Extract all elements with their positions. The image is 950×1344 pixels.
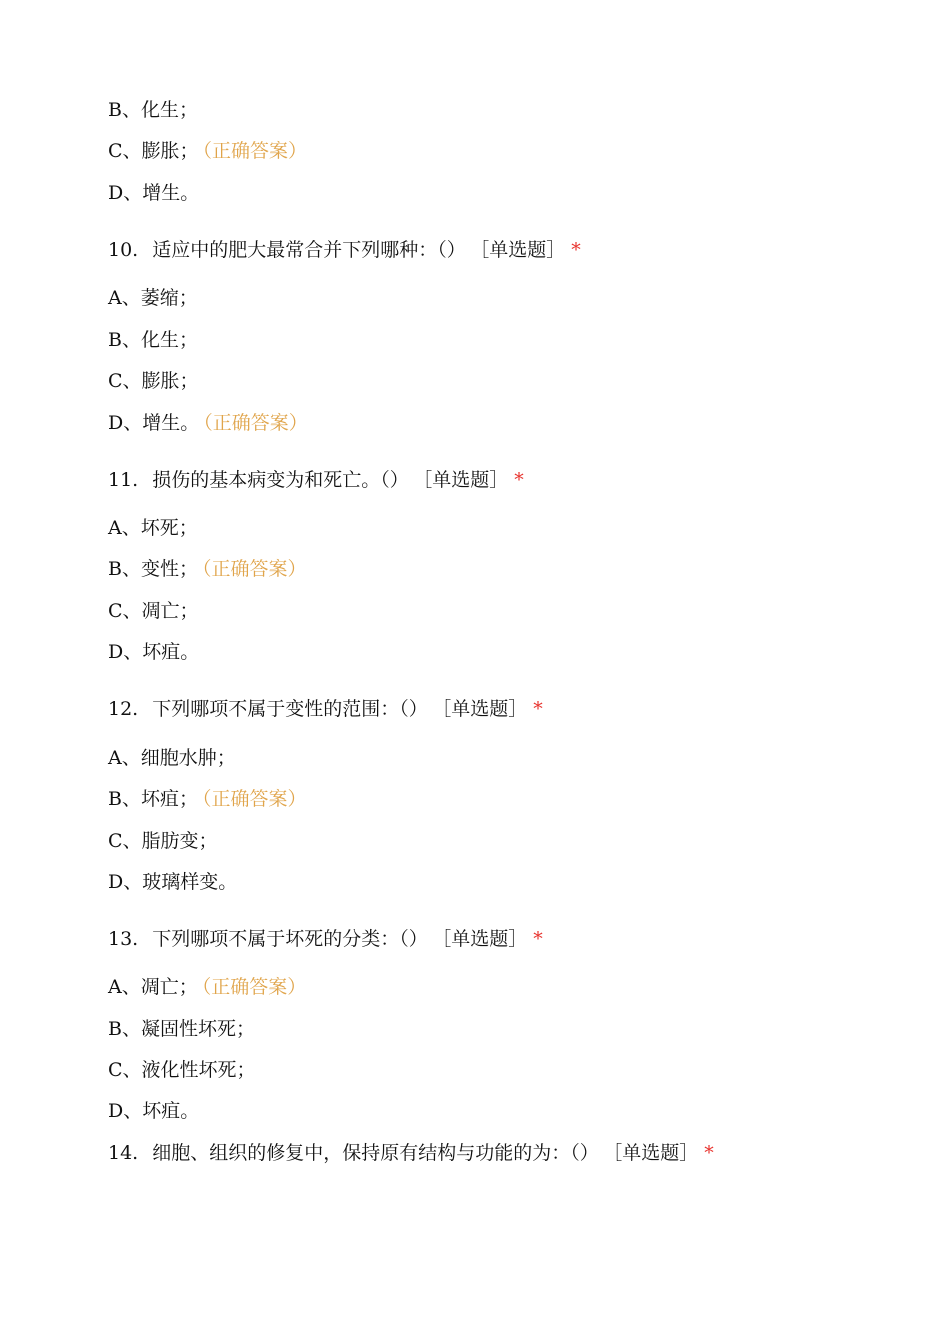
question-text: 下列哪项不属于变性的范围：（） [152,698,428,720]
question-text: 细胞、组织的修复中，保持原有结构与功能的为：（） [152,1142,599,1164]
question-type: ［单选题］ [441,928,528,950]
option-text: A、萎缩； [108,287,198,309]
correct-answer-label: （正确答案） [203,412,308,434]
question-stem [108,1141,714,1165]
option-line [108,787,306,811]
option-line [108,98,198,122]
option-line [108,1017,255,1041]
option-text: C、脂肪变； [108,830,218,852]
option-line [108,411,308,435]
option-text: D、增生。 [108,412,200,434]
question-stem [108,468,524,492]
option-text: A、细胞水肿； [108,747,236,769]
question-stem [108,697,543,721]
option-line [108,599,199,623]
question-number: 13. [108,928,139,950]
option-line [108,829,218,853]
required-star: * [533,698,543,720]
option-line [108,557,306,581]
correct-answer-label: （正确答案） [201,558,307,580]
option-text: D、坏疽。 [108,641,200,663]
correct-answer-label: （正确答案） [202,140,308,162]
option-text: D、坏疽。 [108,1100,200,1122]
required-star: * [571,239,581,261]
option-text: C、凋亡； [108,600,199,622]
question-number: 10. [108,239,139,261]
option-text: A、坏死； [108,517,198,539]
option-line [108,139,307,163]
question-stem [108,238,581,262]
question-text: 损伤的基本病变为和死亡。（） [152,469,409,491]
option-line [108,328,198,352]
option-text: A、凋亡； [108,976,198,998]
required-star: * [704,1142,714,1164]
option-text: D、增生。 [108,182,200,204]
option-line [108,746,236,770]
option-line [108,181,199,205]
option-text: D、玻璃样变。 [108,871,238,893]
required-star: * [533,928,543,950]
question-text: 适应中的肥大最常合并下列哪种：（） [152,239,466,261]
question-type: ［单选题］ [479,239,566,261]
option-text: B、化生； [108,329,198,351]
option-line [108,640,199,664]
question-number: 14. [108,1142,139,1164]
option-line [108,286,198,310]
option-text: B、凝固性坏死； [108,1018,255,1040]
question-type: ［单选题］ [441,698,528,720]
option-line [108,369,199,393]
correct-answer-label: （正确答案） [201,788,307,810]
option-text: C、液化性坏死； [108,1059,256,1081]
question-number: 11. [108,469,139,491]
question-stem [108,927,543,951]
option-line [108,1058,256,1082]
required-star: * [514,469,524,491]
question-type: ［单选题］ [612,1142,699,1164]
question-type: ［单选题］ [422,469,509,491]
option-line [108,975,306,999]
option-text: B、坏疽； [108,788,198,810]
option-text: B、化生； [108,99,198,121]
correct-answer-label: （正确答案） [201,976,307,998]
option-text: B、变性； [108,558,198,580]
option-line [108,516,198,540]
option-line [108,1099,199,1123]
option-text: C、膨胀； [108,370,199,392]
question-number: 12. [108,698,139,720]
option-text: C、膨胀； [108,140,199,162]
option-line [108,870,237,894]
question-text: 下列哪项不属于坏死的分类：（） [152,928,428,950]
